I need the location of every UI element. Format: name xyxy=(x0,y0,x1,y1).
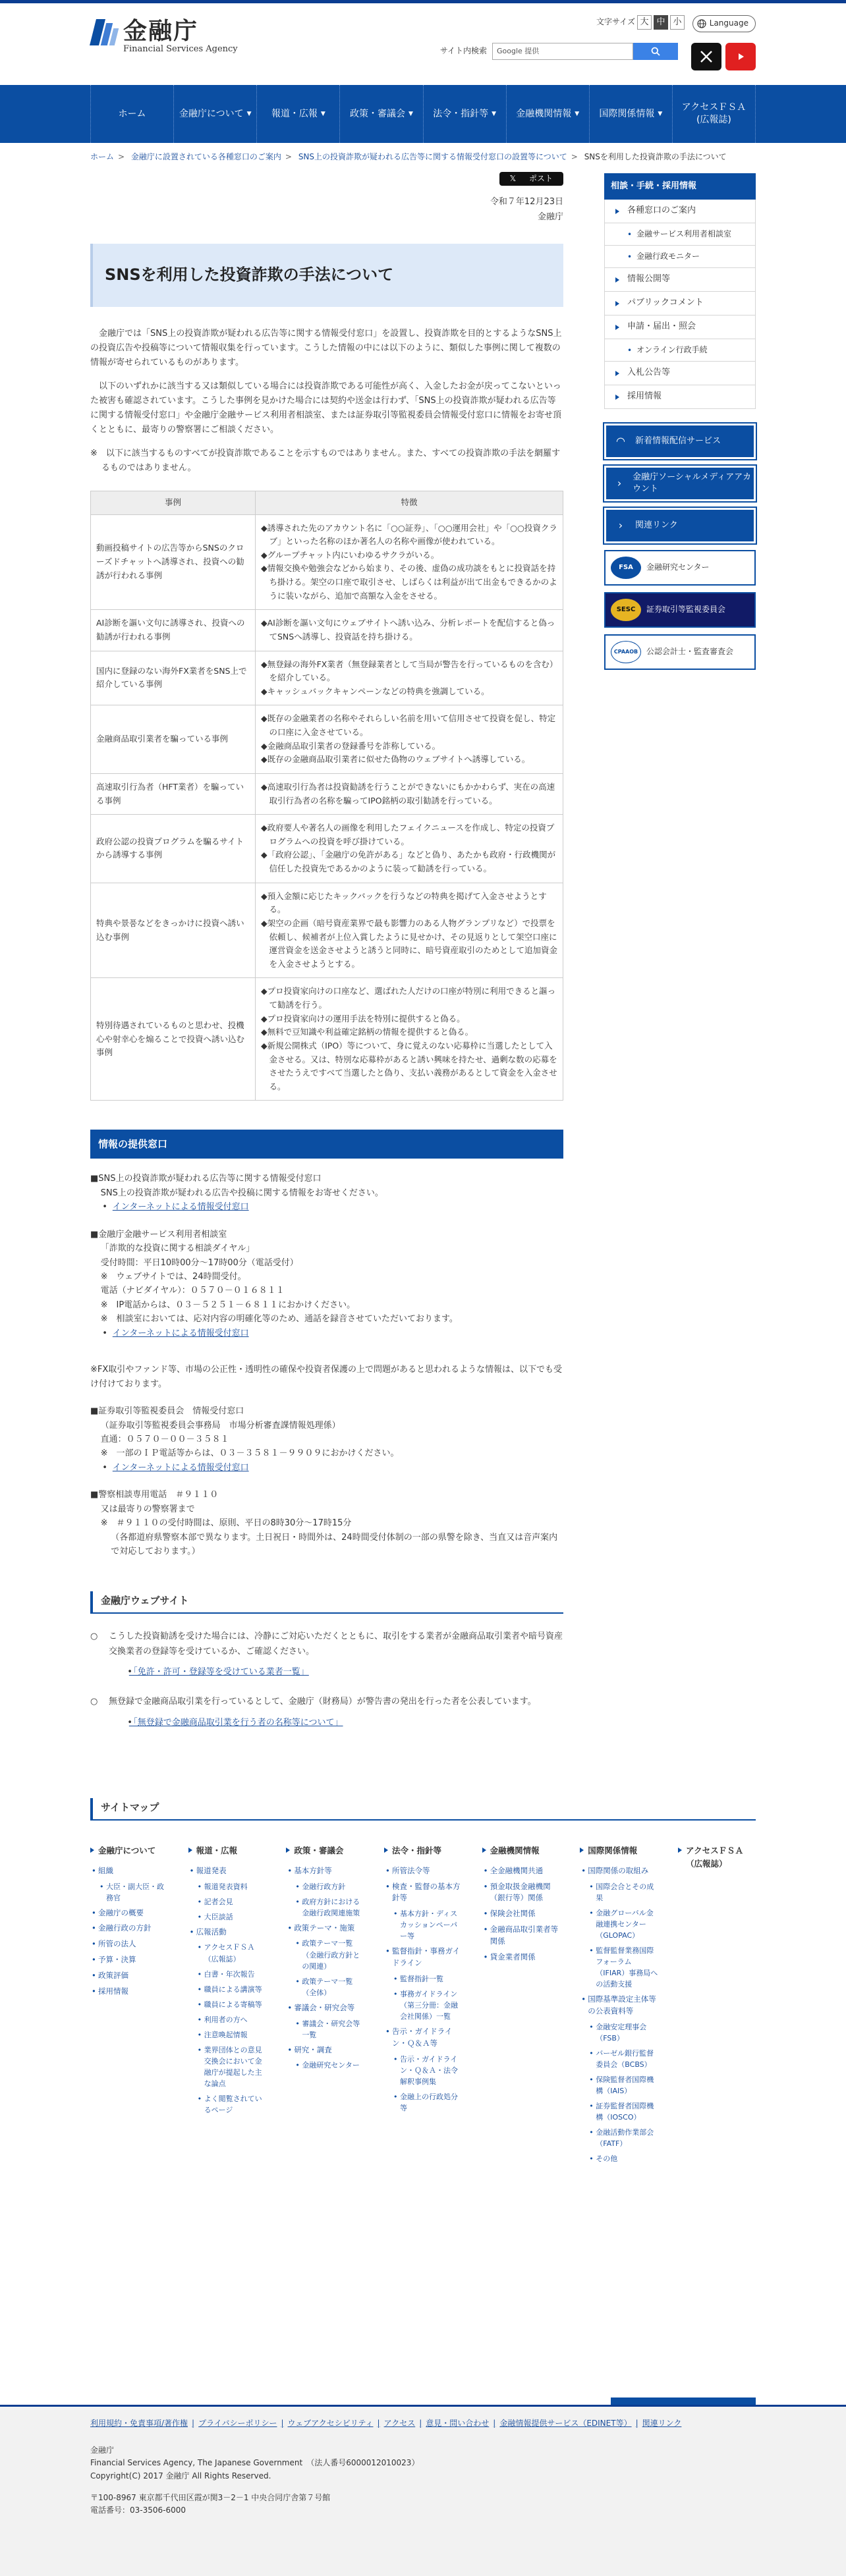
nav-home[interactable]: ホーム xyxy=(90,85,173,143)
sitemap-column-heading[interactable]: 金融機関情報 xyxy=(482,1844,560,1857)
sitemap-link[interactable]: • 全金融機関共通 xyxy=(482,1865,560,1877)
nav-international[interactable]: 国際関係情報 ▼ xyxy=(589,85,672,143)
font-size-large-button[interactable]: 大 xyxy=(637,15,652,30)
site-search xyxy=(440,43,678,60)
sitemap-heading: サイトマップ xyxy=(90,1798,756,1821)
sitemap-link[interactable]: • 保険会社関係 xyxy=(482,1908,560,1920)
sidebar-heading: 相談・手続・採用情報 xyxy=(604,173,756,200)
nav-institutions[interactable]: 金融機関情報 ▼ xyxy=(506,85,589,143)
footer-link-separator: | xyxy=(377,2419,380,2428)
sitemap-link[interactable]: • 審議会・研究会等一覧 xyxy=(294,2018,364,2041)
feature-item: ◆プロ投資家向けの口座など、選ばれた人だけの口座が特別に利用できると謳って勧誘を行う。 xyxy=(261,986,556,1010)
breadcrumb-windows[interactable]: 金融庁に設置されている各種窓口のご案内 xyxy=(130,152,281,161)
sitemap-link[interactable]: • 所管の法人 xyxy=(90,1938,168,1950)
sesc-logo: SESC xyxy=(611,599,641,621)
sitemap-column xyxy=(90,1844,168,2168)
sitemap-link[interactable]: • 報道発表 xyxy=(188,1865,266,1877)
nav-policy[interactable]: 政策・審議会 ▼ xyxy=(339,85,422,143)
sitemap-link[interactable]: • 金融商品取引業者等関係 xyxy=(482,1924,560,1948)
nav-laws[interactable]: 法令・指針等 ▼ xyxy=(423,85,506,143)
contact-heading: 情報の提供窓口 xyxy=(90,1130,563,1159)
footer-link[interactable]: 金融情報提供サービス（EDINET等） xyxy=(499,2419,632,2428)
case-cell: 政府公認の投資プログラムを騙るサイトから誘導する事例 xyxy=(91,815,256,883)
search-input[interactable] xyxy=(492,43,633,60)
globe-icon xyxy=(697,19,706,28)
chevron-down-icon: ▼ xyxy=(320,110,325,117)
breadcrumb-home[interactable]: ホーム xyxy=(90,152,115,161)
footer-link[interactable]: アクセス xyxy=(383,2419,416,2428)
sitemap-link[interactable]: • 金融上の行政処分等 xyxy=(392,2091,462,2114)
font-size-label: 文字サイズ xyxy=(596,17,635,27)
sitemap-link[interactable]: • 貸金業者関係 xyxy=(482,1952,560,1963)
case-cell: 特別待遇されているものと思わせ、投機心や射幸心を煽ることで投資へ誘い込む事例 xyxy=(91,978,256,1101)
sitemap-column xyxy=(384,1844,462,2168)
footer-link[interactable]: ウェブアクセシビリティ xyxy=(287,2419,374,2428)
sitemap-link[interactable]: • 監督指針・事務ガイドライン xyxy=(384,1946,462,1969)
contact-consumer-desk: ■金融庁金融サービス利用者相談室 「詐欺的な投資に関する相談ダイヤル」 受付時間：平日10時00分～17時00分（電話受付） ※ ウェブサイトでは、24時間受付。 電話（ナビダイヤル）：０５７０－０１６８１１ ※ IP電話からは、０３－５２５１－６８１１におかけください。 ※ 相談室においては、応対内容の明確化等のため、通話を録音させていただいております。 • インターネットによる情報受付窓口 xyxy=(90,1228,563,1341)
sidebar-item[interactable]: 採用情報 xyxy=(605,385,755,409)
table-header-features: 特徴 xyxy=(256,491,563,514)
sidebar-item[interactable]: 申請・届出・照会 xyxy=(605,315,755,339)
cpaaob-logo: CPAAOB xyxy=(611,641,641,663)
sitemap-link[interactable]: • 政策テーマ一覧（金融行政方針との関連） xyxy=(294,1938,364,1971)
x-logo-icon[interactable] xyxy=(691,43,721,70)
font-size-switcher xyxy=(596,15,685,30)
footer-copyright: Copyright(C) 2017 金融庁 All Rights Reserved. xyxy=(90,2471,271,2480)
chevron-right-icon: › xyxy=(618,519,623,532)
unregistered-list-link[interactable]: 「無登録で金融商品取引業を行う者の名称等について」 xyxy=(128,1717,343,1728)
sitemap-link[interactable]: • 金融安定理事会（FSB） xyxy=(588,2021,658,2044)
feature-item: ◆キャッシュバックキャンペーンなどの特典を強調している。 xyxy=(261,686,490,696)
case-cell: 国内に登録のない海外FX業者をSNS上で紹介している事例 xyxy=(91,651,256,705)
table-row xyxy=(91,883,563,978)
sitemap-link[interactable]: • 研究・調査 xyxy=(286,2044,364,2056)
sidebar-item[interactable]: 入札公告等 xyxy=(605,362,755,385)
sidebar-item[interactable]: • 金融サービス利用者相談室 xyxy=(605,223,755,246)
footer-link-separator: | xyxy=(493,2419,496,2428)
footer-link-separator: | xyxy=(635,2419,638,2428)
registered-list-link[interactable]: 「免許・許可・登録等を受けている業者一覧」 xyxy=(128,1666,309,1677)
sitemap-column xyxy=(188,1844,266,2168)
lead-text xyxy=(90,327,563,438)
publisher: 金融庁 xyxy=(537,211,563,222)
sitemap-link[interactable]: • 事務ガイドライン（第三分冊：金融会社関係）一覧 xyxy=(392,1988,462,2022)
sitemap-link[interactable]: • 政策テーマ・施策 xyxy=(286,1923,364,1934)
sitemap-link[interactable]: • 記者会見 xyxy=(196,1896,266,1907)
logo-title: 金融庁 xyxy=(123,17,199,45)
fsa-logo-mark-icon xyxy=(90,18,119,47)
fsa-site-heading: 金融庁ウェブサイト xyxy=(90,1591,563,1614)
sitemap-column xyxy=(482,1844,560,2168)
main-content xyxy=(90,169,563,1730)
font-size-small-button[interactable]: 小 xyxy=(670,15,685,30)
feature-item: ◆架空の企画（暗号資産業界で最も影響力のある人物グランプリなど）で投票を依頼し、候補者が上位入賞したように見せかけ、その見返りとして架空口座に運営資金を送金させようと誘うと同時に、暗号資産取引のためとして追加資金を入金させようとする。 xyxy=(261,918,558,969)
footer-org-en: Financial Services Agency, The Japanese Government （法人番号6000012010023） xyxy=(90,2458,420,2468)
sitemap-link[interactable]: • 利用者の方へ xyxy=(196,2014,266,2025)
sitemap-link[interactable]: • 採用情報 xyxy=(90,1986,168,1998)
breadcrumb-current: SNSを利用した投資詐欺の手法について xyxy=(584,152,727,161)
sitemap-link[interactable]: • 告示・ガイドライン・Ｑ＆Ａ等 xyxy=(384,2026,462,2050)
sitemap-link[interactable]: • アクセスＦＳＡ（広報誌） xyxy=(196,1942,266,1964)
site-footer xyxy=(0,2405,846,2576)
chevron-right-icon: › xyxy=(617,477,622,490)
feature-item: ◆無登録の海外FX業者（無登録業者として当局が警告を行っているものを含む）を紹介している。 xyxy=(261,659,554,683)
chevron-down-icon: ▼ xyxy=(492,110,497,117)
footer-link[interactable]: 利用規約・免責事項/著作権 xyxy=(90,2419,188,2428)
table-row xyxy=(91,514,563,610)
footer-address: 〒100-8967 東京都千代田区霞が関3－2－1 中央合同庁舎第７号館 xyxy=(90,2492,331,2502)
sitemap-link[interactable]: • よく閲覧されているページ xyxy=(196,2093,266,2116)
contact-sesc: ■証券取引等監視委員会 情報受付窓口 （証券取引等監視委員会事務局 市場分析審査課情報処理係） 直通：０５７０－００－３５８１ ※ 一部のＩＰ電話等からは、０３－３５８１－９９０９におかけください。 • インターネットによる情報受付窓口 xyxy=(90,1404,563,1475)
footer-link[interactable]: プライバシーポリシー xyxy=(198,2419,277,2428)
site-header xyxy=(90,3,756,85)
fx-note: ※FX取引やファンド等、市場の公正性・透明性の確保や投資者保護の上で問題があると思われるような情報は、以下でも受け付けております。 xyxy=(90,1365,563,1389)
sitemap-link[interactable]: • 国際関係の取組み xyxy=(580,1865,658,1877)
consumer-desk-link[interactable]: インターネットによる情報受付窓口 xyxy=(112,1328,249,1338)
contact-sns-window: ■SNS上の投資詐欺が疑われる広告等に関する情報受付窓口 SNS上の投資詐欺が疑われる広告や投稿に関する情報をお寄せください。 • インターネットによる情報受付窓口 xyxy=(90,1172,563,1214)
sidebar-item[interactable]: • 金融行政モニター xyxy=(605,246,755,268)
feature-item: ◆「政府公認」、「金融庁の免許がある」などと偽り、あたかも政府・行政機関が信任した投資先であるかのように装って勧誘を行っている。 xyxy=(261,850,556,874)
sitemap-link[interactable]: • 大臣談話 xyxy=(196,1911,266,1923)
table-row xyxy=(91,705,563,774)
breadcrumb: ホーム > 金融庁に設置されている各種窓口のご案内 > SNS上の投資詐欺が疑われる広告等に関する情報受付窓口の設置等について > SNSを利用した投資詐欺の手法について xyxy=(90,152,727,161)
sitemap-link[interactable]: • 所管法令等 xyxy=(384,1865,462,1877)
sitemap-link[interactable]: • 職員による寄稿等 xyxy=(196,1999,266,2010)
sitemap-link[interactable]: • 監督監督業務国際フォーラム（IFIAR）事務局への活動支援 xyxy=(588,1945,658,1990)
sitemap-link[interactable]: • その他 xyxy=(588,2153,658,2164)
sitemap-link[interactable]: • 政策評価 xyxy=(90,1970,168,1982)
table-header-case: 事例 xyxy=(91,491,256,514)
lead-note: ※ 以下に該当するものすべてが投資詐欺であることを示すものではありません。また、すべての投資詐欺の手法を網羅するものではありません。 xyxy=(90,449,561,474)
sitemap-link[interactable]: • 国際会合とその成果 xyxy=(588,1881,658,1904)
sitemap-link[interactable]: • 白書・年次報告 xyxy=(196,1969,266,1980)
sesc-banner[interactable]: SESC 証券取引等監視委員会 xyxy=(604,592,756,628)
research-center-logo: FSA xyxy=(611,557,641,579)
features-cell xyxy=(256,978,563,1101)
sitemap-column xyxy=(580,1844,658,2168)
chevron-down-icon: ▼ xyxy=(658,110,663,117)
sitemap-link[interactable]: • 審議会・研究会等 xyxy=(286,2002,364,2014)
sitemap-link[interactable]: • 金融研究センター xyxy=(294,2060,364,2071)
sitemap-column-heading[interactable]: 政策・審議会 xyxy=(286,1844,364,1857)
nav-about[interactable]: 金融庁について ▼ xyxy=(173,85,256,143)
features-cell xyxy=(256,773,563,814)
sitemap-link[interactable]: • 金融行政方針 xyxy=(294,1881,364,1892)
research-center-banner[interactable]: FSA 金融研究センター xyxy=(604,550,756,586)
sitemap-link[interactable]: • 職員による講演等 xyxy=(196,1984,266,1995)
sesc-window-link[interactable]: インターネットによる情報受付窓口 xyxy=(112,1462,249,1473)
feature-item: ◆政府要人や著名人の画像を利用したフェイクニュースを作成し、特定の投資プログラムへの投資を呼び掛けている。 xyxy=(261,823,555,846)
feature-item: ◆誘導された先のアカウント名に「○○証券」、「○○運用会社」や「○○投資クラブ」といった名称のほか著名人の名称や画像が使われている。 xyxy=(261,522,557,547)
case-cell: 特典や景품などをきっかけに投資へ誘い込む事例 xyxy=(91,883,256,978)
sitemap-link[interactable]: • 広報活動 xyxy=(188,1927,266,1938)
sitemap-link[interactable]: • 基本方針・ディスカッションペーパー等 xyxy=(392,1908,462,1942)
sitemap-link[interactable]: • 預金取扱金融機関（銀行等）関係 xyxy=(482,1881,560,1905)
cases-table xyxy=(90,491,563,1101)
feature-item: ◆プロ投資家向けの運用手法を特別に提供すると偽る。 xyxy=(261,1013,465,1024)
lead-paragraph: 以下のいずれかに該当する又は類似している場合には投資詐欺である可能性が高く、入金したお金が戻ってこないといった被害も確認されています。こうした事例を見かけた場合には契約や送金は行わず、「SNS上の投資詐欺が疑われる広告等に関する情報受付窓口」や金融庁金融サービス利用者相談室、または証券取引等監視委員会情報受付窓口に情報をお寄せ頂くとともに、最寄りの警察署にご相談ください。 xyxy=(90,381,562,435)
features-cell xyxy=(256,705,563,774)
cpaaob-banner[interactable]: CPAAOB 公認会計士・監査審査会 xyxy=(604,634,756,670)
features-cell xyxy=(256,514,563,610)
sitemap-column xyxy=(286,1844,364,2168)
fsa-site-item: ○ 無登録で金融商品取引業を行っているとして、金融庁（財務局）が警告書の発出を行った者を公表しています。 xyxy=(90,1697,536,1707)
sitemap-link[interactable]: • 政策テーマ一覧（全体） xyxy=(294,1976,364,1998)
chevron-down-icon: ▼ xyxy=(246,110,252,117)
feature-item: ◆情報交換や勉強会などから始まり、その後、虚偽の成功談をもとに投資話を持ち掛ける。架空の口座で取引させ、しばらくは利益が出て出金もできるかのように装いながら、追加で高額な入金をさせる。 xyxy=(261,563,557,601)
feature-item: ◆既存の金融業者の名称やそれらしい名前を用いて信用させて投資を促し、特定の口座に入金させている。 xyxy=(261,713,556,738)
sitemap xyxy=(90,1798,756,2168)
breadcrumb-sns-window[interactable]: SNS上の投資詐欺が疑われる広告等に関する情報受付窓口の設置等について xyxy=(298,152,567,161)
search-button[interactable] xyxy=(633,43,678,60)
sitemap-link[interactable]: • 金融行政の方針 xyxy=(90,1923,168,1934)
footer-link-separator: | xyxy=(419,2419,422,2428)
feature-item: ◆AI診断を謳い文句にウェブサイトへ誘い込み、分析レポートを配信すると偽ってSNSへ誘導し、投資話を持ち掛ける。 xyxy=(261,618,555,642)
features-cell xyxy=(256,610,563,651)
sitemap-link[interactable]: • 金融活動作業部会（FATF） xyxy=(588,2127,658,2149)
footer-link-separator: | xyxy=(281,2419,284,2428)
youtube-icon[interactable] xyxy=(725,43,756,70)
table-row xyxy=(91,978,563,1101)
social-media-button[interactable]: › 金融庁ソーシャルメディアアカウント xyxy=(604,466,756,501)
case-cell: 動画投稿サイトの広告等からSNSのクローズドチャットへ誘導され、投資への勧誘が行われる事例 xyxy=(91,514,256,610)
sitemap-link[interactable]: • 検査・監督の基本方針等 xyxy=(384,1881,462,1905)
page-title: SNSを利用した投資詐欺の手法について xyxy=(90,244,563,307)
sitemap-link[interactable]: • 組織 xyxy=(90,1865,168,1877)
sitemap-link[interactable]: • 金融庁の概要 xyxy=(90,1907,168,1919)
sitemap-link[interactable]: • 予算・決算 xyxy=(90,1954,168,1966)
feature-item: ◆預入金額に応じたキックバックを行うなどの特典を掲げて入金させようとする。 xyxy=(261,891,547,915)
footer-link-separator: | xyxy=(192,2419,195,2428)
sitemap-link[interactable]: • 国際基準設定主体等の公表資料等 xyxy=(580,1994,658,2017)
related-links-button[interactable]: › 関連リンク xyxy=(604,508,756,543)
news-delivery-button[interactable]: ◠ 新着情報配信サービス xyxy=(604,424,756,459)
wifi-icon: ◠ xyxy=(616,435,625,448)
sitemap-link[interactable]: • バーゼル銀行監督委員会（BCBS） xyxy=(588,2048,658,2070)
search-placeholder: Google 提供 xyxy=(497,47,540,56)
sitemap-link[interactable]: • 証券監督者国際機構（IOSCO） xyxy=(588,2100,658,2123)
case-cell: AI診断を謳い文句に誘導され、投資への勧誘が行われる事例 xyxy=(91,610,256,651)
search-icon xyxy=(651,47,660,56)
nav-press[interactable]: 報道・広報 ▼ xyxy=(256,85,339,143)
language-label: Language xyxy=(709,18,748,28)
table-row xyxy=(91,815,563,883)
language-button[interactable] xyxy=(692,15,756,32)
contact-police: ■警察相談専用電話 ＃９１１０ 又は最寄りの警察署まで ※ ＃９１１０の受付時間は、原則、平日の8時30分～17時15分 （各都道府県警察本部で異なります。土日祝日・時間外は、24時間受付体制の一部の県警を除き、当直又は音声案内で対応しております。） xyxy=(90,1490,558,1557)
feature-item: ◆高速取引行為者は投資勧誘を行うことができないにもかかわらず、実在の高速取引行為者の名称を騙ってIPO銘柄の取引勧誘を行っている。 xyxy=(261,781,555,806)
table-row xyxy=(91,610,563,651)
lead-paragraph: 金融庁では「SNS上の投資詐欺が疑われる広告等に関する情報受付窓口」を設置し、投資詐欺を目的とするようなSNS上の投資広告や投稿等について情報収集を行っています。こうした情報の中には以下のように、類似した事例に関して複数の情報が寄せられているものがあります。 xyxy=(90,328,562,368)
global-nav xyxy=(0,85,846,143)
footer-org: 金融庁 xyxy=(90,2446,115,2455)
sitemap-column-heading[interactable]: 国際関係情報 xyxy=(580,1844,658,1857)
sitemap-link[interactable]: • 報道発表資料 xyxy=(196,1881,266,1892)
chevron-down-icon: ▼ xyxy=(408,110,413,117)
sitemap-column-heading[interactable]: 金融庁について xyxy=(90,1844,168,1857)
font-size-medium-button[interactable]: 中 xyxy=(654,15,668,30)
sidebar-item[interactable]: • オンライン行政手続 xyxy=(605,339,755,362)
logo-subtitle: Financial Services Agency xyxy=(123,44,238,54)
case-cell: 金融商品取引業者を騙っている事例 xyxy=(91,705,256,774)
sitemap-column-heading[interactable]: 報道・広報 xyxy=(188,1844,266,1857)
sidebar-item[interactable]: 情報公開等 xyxy=(605,268,755,292)
sitemap-link[interactable]: • 基本方針等 xyxy=(286,1865,364,1877)
sitemap-link[interactable]: • 金融グローバル金融連携センター（GLOPAC） xyxy=(588,1907,658,1941)
fsa-site-item: ○ こうした投資勧誘を受けた場合には、冷静にご対応いただくとともに、取引をする業者が金融商品取引業者や暗号資産交換業者の登録等を受けているか、ご確認ください。 xyxy=(90,1631,563,1657)
sitemap-link[interactable]: • 大臣・副大臣・政務官 xyxy=(98,1881,168,1904)
sitemap-column xyxy=(678,1844,756,2168)
nav-access-fsa[interactable]: アクセスＦＳＡ (広報誌) xyxy=(672,85,756,143)
sitemap-link[interactable]: • 保険監督者国際機構（IAIS） xyxy=(588,2074,658,2096)
footer-link[interactable]: 意見・問い合わせ xyxy=(426,2419,490,2428)
case-cell: 高速取引行為者（HFT業者）を騙っている事例 xyxy=(91,773,256,814)
sidebar-item[interactable]: 各種窓口のご案内 xyxy=(605,200,755,223)
sitemap-link[interactable]: • 業界団体との意見交換会において金融庁が提起した主な論点 xyxy=(196,2044,266,2089)
sitemap-link[interactable]: • 政府方針における金融行政関連施策 xyxy=(294,1896,364,1919)
table-row xyxy=(91,773,563,814)
sitemap-link[interactable]: • 注意喚起情報 xyxy=(196,2029,266,2041)
features-cell xyxy=(256,815,563,883)
feature-item: ◆グループチャット内にいわゆるサクラがいる。 xyxy=(261,549,439,560)
sns-window-link[interactable]: インターネットによる情報受付窓口 xyxy=(112,1202,249,1213)
sidebar xyxy=(604,169,756,1730)
table-row xyxy=(91,651,563,705)
chevron-down-icon: ▼ xyxy=(575,110,580,117)
feature-item: ◆新規公開株式（IPO）等について、身に覚えのない応募枠に当選したとして入金させる。又は、特別な応募枠があると誘い興味を持たせ、過剰な数の応募をさせたうえですべて当選したと偽り、支払い義務があるとして資金を入金させる。 xyxy=(261,1040,557,1091)
feature-item: ◆既存の金融商品取引業者に似せた偽物のウェブサイトへ誘導している。 xyxy=(261,754,530,765)
sitemap-column-heading[interactable]: 法令・指針等 xyxy=(384,1844,462,1857)
x-post-button[interactable]: 𝕏 ポスト xyxy=(499,172,564,186)
sidebar-item[interactable]: パブリックコメント xyxy=(605,292,755,315)
features-cell xyxy=(256,651,563,705)
footer-link[interactable]: 関連リンク xyxy=(642,2419,682,2428)
footer-phone: 電話番号：03-3506-6000 xyxy=(90,2505,186,2515)
fsa-logo[interactable] xyxy=(90,18,238,55)
features-cell xyxy=(256,883,563,978)
publish-date: 令和７年12月23日 xyxy=(490,197,563,207)
sitemap-column-heading[interactable]: アクセスＦＳＡ（広報誌） xyxy=(678,1844,756,1870)
search-label: サイト内検索 xyxy=(439,46,487,56)
sitemap-link[interactable]: • 告示・ガイドライン・Ｑ＆Ａ・法令解釈事例集 xyxy=(392,2054,462,2087)
x-logo-icon: 𝕏 xyxy=(505,173,524,184)
sitemap-link[interactable]: • 監督指針一覧 xyxy=(392,1973,462,1985)
feature-item: ◆金融商品取引業者の登録番号を詐称している。 xyxy=(261,740,441,751)
feature-item: ◆無料で豆知識や利益確定銘柄の情報を提供すると偽る。 xyxy=(261,1027,474,1037)
